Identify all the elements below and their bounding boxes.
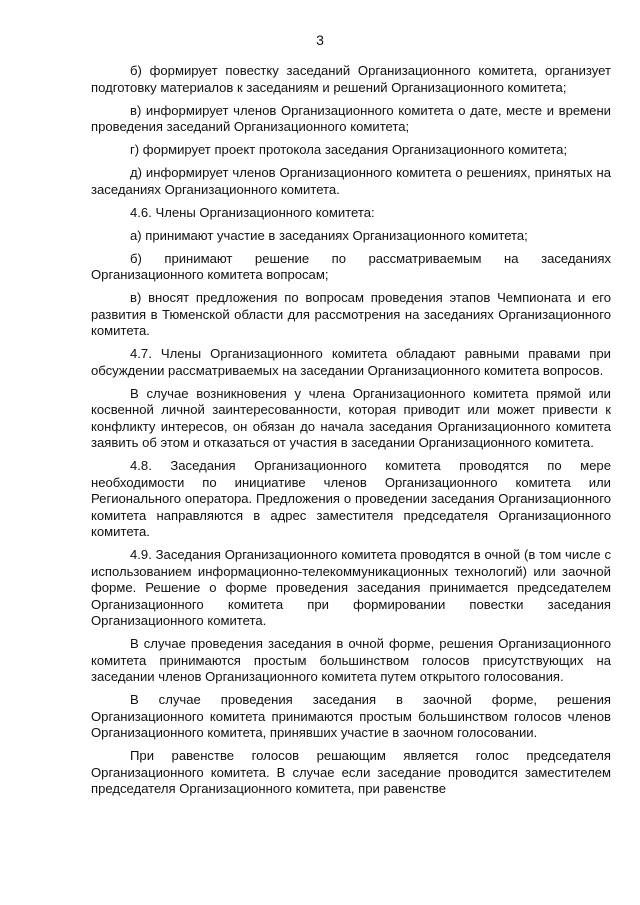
paragraph-conflict-of-interest: В случае возникновения у члена Организационного комитета прямой или косвенной личной заинтересованности, которая приводит или может привести к конфликту интересов, он обязан до начала заседания Организационного комитета заявить об этом и отказаться от участия в заседании Организационного комитета. (91, 385, 611, 450)
paragraph-item-b-decide: б) принимают решение по рассматриваемым на заседаниях Организационного комитета вопросам; (91, 250, 611, 282)
paragraph-4-7-equal-rights: 4.7. Члены Организационного комитета обладают равными правами при обсуждении рассматриваемых на заседании Организационного комитета вопросов. (91, 346, 611, 378)
paragraph-4-8-meetings: 4.8. Заседания Организационного комитета проводятся по мере необходимости по инициативе членов Организационного комитета или Регионального оператора. Предложения о проведении заседания Организационного комитета направляются в адрес заместителя председателя Организационного комитета. (91, 458, 611, 539)
paragraph-item-v-proposals: в) вносят предложения по вопросам проведения этапов Чемпионата и его развития в Тюменской области для рассмотрения на заседаниях Организационного комитета. (91, 290, 611, 338)
paragraph-4-9-meeting-form: 4.9. Заседания Организационного комитета проводятся в очной (в том числе с использованием информационно-телекоммуникационных технологий) или заочной форме. Решение о форме проведения заседания принимается председателем Организационного комитета при формировании повестки заседания Организационного комитета. (91, 547, 611, 628)
page-number: 3 (316, 32, 324, 48)
paragraph-item-g-protocol: г) формирует проект протокола заседания Организационного комитета; (130, 142, 568, 157)
paragraph-4-6-heading: 4.6. Члены Организационного комитета: (130, 204, 375, 220)
paragraph-item-b-agenda: б) формирует повестку заседаний Организационного комитета, организует подготовку материалов к заседаниям и решений Организационного комитета; (91, 63, 611, 95)
paragraph-item-a-participate: а) принимают участие в заседаниях Организационного комитета; (130, 227, 528, 243)
paragraph-in-person-voting: В случае проведения заседания в очной форме, решения Организационного комитета принимаются простым большинством голосов присутствующих на заседании членов Организационного комитета путем открытого голосования. (91, 636, 611, 684)
paragraph-absentee-voting: В случае проведения заседания в заочной форме, решения Организационного комитета принимаются простым большинством голосов членов Организационного комитета, принявших участие в заочном голосовании. (91, 692, 611, 740)
paragraph-item-v-inform-date: в) информирует членов Организационного комитета о дате, месте и времени проведения заседаний Организационного комитета; (91, 102, 611, 134)
document-body (91, 63, 611, 804)
paragraph-item-d-inform-decisions: д) информирует членов Организационного комитета о решениях, принятых на заседаниях Организационного комитета. (91, 165, 611, 197)
paragraph-tie-vote: При равенстве голосов решающим является голос председателя Организационного комитета. В случае если заседание проводится заместителем председателя Организационного комитета, при равенстве (91, 748, 611, 796)
